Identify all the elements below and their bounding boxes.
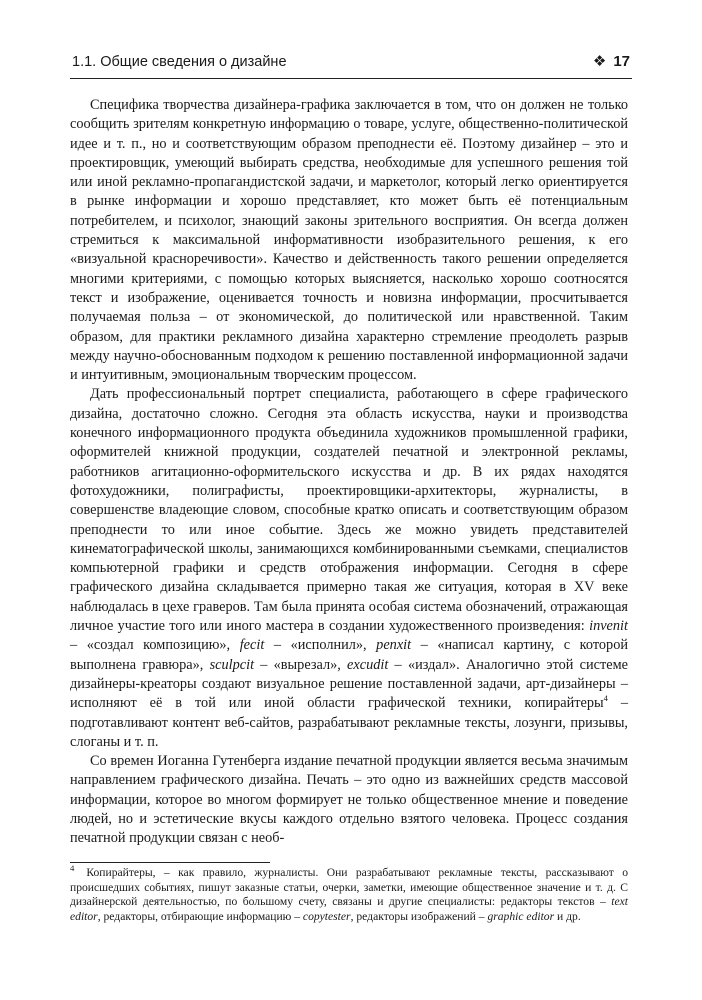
header-divider (70, 78, 632, 79)
paragraph (70, 96, 628, 385)
running-header (70, 52, 632, 76)
text-run: – «написал картину, с которой выполнена гравюра», (70, 637, 628, 673)
paragraph (70, 752, 628, 848)
ornament-icon: ❖ (592, 53, 607, 70)
italic-term: invenit (589, 618, 628, 635)
italic-term: graphic editor (487, 909, 555, 923)
text-run: – «вырезал», (254, 656, 348, 673)
text-run: – «исполнил», (264, 637, 377, 654)
italic-term: copytester (302, 909, 351, 923)
text-run: Копирайтеры, – как правило, журналисты. Они разрабатывают рекламные тексты, рассказывают о происшедших событиях, пишут заказные статьи, очерки, заметки, имеющие общественное значение и т. д. С дизайнерской деятельностью, по большому счету, связаны и другие специалисты: редакторы текстов – (70, 866, 628, 909)
page-number-block (593, 52, 630, 70)
body-text (70, 96, 628, 849)
italic-term: text editor (70, 895, 628, 923)
text-run: , редакторы изображений – (350, 909, 488, 923)
text-run: , редакторы, отбирающие информацию – (97, 909, 303, 923)
italic-term: penxit (376, 637, 412, 654)
text-run: и др. (554, 909, 581, 923)
footnote-number: 4 (70, 863, 75, 874)
text-run: – «издал». Аналогично этой системе дизайнеры-креаторы создают визуальное решение поставленной задачи, арт-дизайнеры – исполняют её в той или иной области графической техники, копирайтеры (70, 656, 628, 712)
text-run: – «создал композицию», (70, 637, 240, 654)
page-number: 17 (613, 52, 630, 70)
text-run: – подготавливают контент веб-сайтов, разрабатывают рекламные тексты, лозунги, призывы, слоганы и т. п. (70, 695, 628, 750)
footnote-ref: 4 (603, 693, 608, 704)
italic-term: fecit (239, 637, 265, 654)
text-run: Со времен Иоганна Гутенберга издание печатной продукции является весьма значимым направлением графического дизайна. Печать – это одно из важнейших средств массовой информации, которое во многом формирует не только общественное мнение и поведение людей, но и эстетические вкусы каждого отдельно взятого человека. Процесс создания печатной продукции связан с необ- (70, 753, 628, 847)
italic-term: sculpcit (209, 656, 255, 673)
text-run: Специфика творчества дизайнера-графика заключается в том, что он должен не только сообщить зрителям конкретную информацию о товаре, услуге, общественно-политической идее и т. п., но и соответствующим образом преподнести её. Поэтому дизайнер – это и проектировщик, умеющий выбирать средства, необходимые для успешного решения той или иной рекламно-пропагандистской задачи, и маркетолог, который легко ориентируется в рынке информации и хорошо представляет, кто может быть её потенциальным потребителем, и психолог, знающий законы зрительного восприятия. Он всегда должен стремиться к максимальной информативности изобразительного решения, к его «визуальной красноречивости». Качество и действенность такого решении определяется многими критериями, с помощью которых выясняется, насколько хорошо соотносятся текст и изображение, оценивается точность и новизна информации, просчитывается получаемая польза – от экономической, до политической или нравственной. Таким образом, для практики рекламного дизайна характерно стремление преодолеть разрыв между научно-обоснованным подходом к решению поставленной информационной задачи и интуитивным, эмоциональным творческим процессом. (70, 97, 628, 384)
footnote-divider (70, 862, 270, 863)
text-run: Дать профессиональный портрет специалиста, работающего в сфере графического дизайна, достаточно сложно. Сегодня эта область искусства, науки и производства конечного информационного продукта объединила художников промышленной графики, оформителей книжной продукции, создателей печатной и электронной рекламы, работников агитационно-оформительского искусства и др. В их рядах находятся фотохудожники, полиграфисты, проектировщики-архитекторы, журналисты, в совершенстве владеющие словом, способные кратко описать и соответствующим образом преподнести то или иное событие. Здесь же можно увидеть представителей кинематографической школы, занимающихся комбинированными съемками, специалистов компьютерной графики и средств отображения информации. Сегодня в сфере графического дизайна складывается примерно такая же ситуация, которая в XV веке наблюдалась в цехе граверов. Там была принята особая система обозначений, отражающая личное участие того или иного мастера в создании художественного произведения: (70, 386, 628, 635)
paragraph (70, 385, 628, 752)
section-title: 1.1. Общие сведения о дизайне (72, 54, 287, 70)
italic-term: excudit (347, 656, 389, 673)
footnote (70, 863, 628, 924)
